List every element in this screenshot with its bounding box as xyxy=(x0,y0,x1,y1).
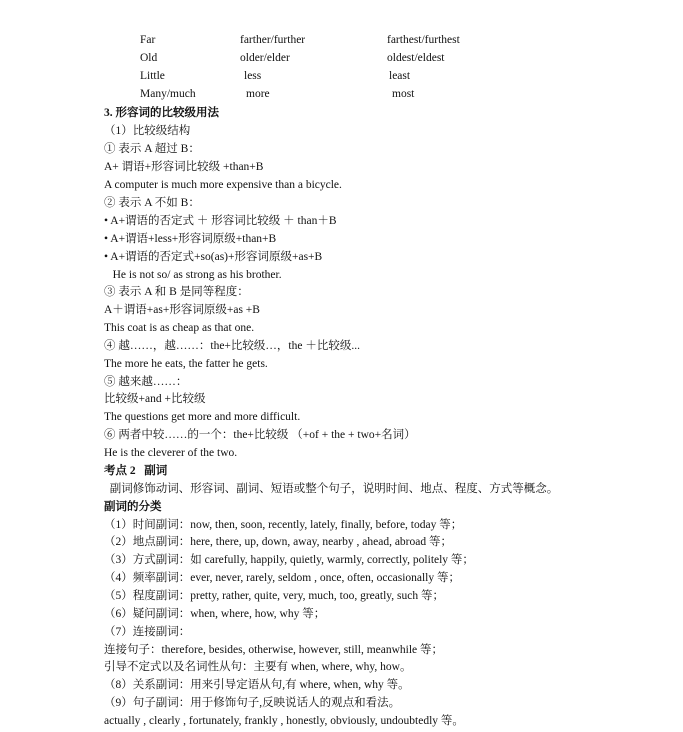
text-line: ② 表示 A 不如 B： xyxy=(104,197,200,209)
section-heading: 考点 2 副词 xyxy=(104,465,168,477)
text-line: ⑤ 越来越……： xyxy=(104,376,188,388)
list-item: （4）频率副词：ever, never, rarely, seldom , once, often, occasionally 等； xyxy=(104,572,461,584)
positive-form: Old xyxy=(140,52,158,64)
positive-form: Many/much xyxy=(140,88,196,100)
text-line: ③ 表示 A 和 B 是同等程度： xyxy=(104,286,249,298)
comparative-form: farther/further xyxy=(240,34,306,46)
superlative-form: oldest/eldest xyxy=(387,52,445,64)
text-line: 连接句子：therefore, besides, otherwise, however, still, meanwhile 等； xyxy=(104,644,444,656)
comparison-row xyxy=(0,34,683,52)
example-sentence: A computer is much more expensive than a bicycle. xyxy=(104,179,342,191)
example-sentence: The questions get more and more difficult. xyxy=(104,411,301,423)
example-sentence: The more he eats, the fatter he gets. xyxy=(104,358,268,370)
list-item: （9）句子副词：用于修饰句子,反映说话人的观点和看法。 xyxy=(104,697,401,709)
comparison-row xyxy=(0,70,683,88)
superlative-form: farthest/furthest xyxy=(387,34,460,46)
list-item: （5）程度副词：pretty, rather, quite, very, much, too, greatly, such 等； xyxy=(104,590,444,602)
positive-form: Far xyxy=(140,34,156,46)
example-sentence: He is the cleverer of the two. xyxy=(104,447,238,459)
text-line: 引导不定式以及名词性从句：主要有 when, where, why, how。 xyxy=(104,661,412,673)
text-line: A＋谓语+as+形容词原级+as +B xyxy=(104,304,260,316)
superlative-form: least xyxy=(389,70,411,82)
text-line: （1）比较级结构 xyxy=(104,125,191,137)
text-line: actually , clearly , fortunately, frankly , honestly, obviously, undoubtedly 等。 xyxy=(104,715,464,727)
example-sentence: This coat is as cheap as that one. xyxy=(104,322,255,334)
comparative-form: more xyxy=(246,88,270,100)
list-item: （2）地点副词：here, there, up, down, away, nearby , ahead, abroad 等； xyxy=(104,536,452,548)
list-item: （3）方式副词：如 carefully, happily, quietly, warmly, correctly, politely 等； xyxy=(104,554,474,566)
bullet-item: • A+谓语的否定式 ＋ 形容词比较级 ＋ than＋B xyxy=(104,215,337,227)
list-item: （1）时间副词：now, then, soon, recently, lately, finally, before, today 等； xyxy=(104,519,463,531)
example-sentence: He is not so/ as strong as his brother. xyxy=(104,269,282,281)
text-line: ⑥ 两者中较……的一个：the+比较级 （+of + the + two+名词） xyxy=(104,429,416,441)
comparative-form: less xyxy=(244,70,262,82)
comparison-row xyxy=(0,52,683,70)
text-line: ④ 越……，越……：the+比较级…，the ＋比较级... xyxy=(104,340,360,352)
list-item: （6）疑问副词：when, where, how, why 等； xyxy=(104,608,326,620)
positive-form: Little xyxy=(140,70,165,82)
section-heading: 3. 形容词的比较级用法 xyxy=(104,107,219,119)
text-line: 比较级+and +比较级 xyxy=(104,393,206,405)
list-item: （8）关系副词：用来引导定语从句,有 where, when, why 等。 xyxy=(104,679,410,691)
bullet-item: • A+谓语+less+形容词原级+than+B xyxy=(104,233,277,245)
text-line: A+ 谓语+形容词比较级 +than+B xyxy=(104,161,264,173)
list-item: （7）连接副词： xyxy=(104,626,191,638)
superlative-form: most xyxy=(392,88,415,100)
comparative-form: older/elder xyxy=(240,52,290,64)
bullet-item: • A+谓语的否定式+so(as)+形容词原级+as+B xyxy=(104,251,323,263)
text-line: 副词修饰动词、形容词、副词、短语或整个句子，说明时间、地点、程度、方式等概念。 xyxy=(104,483,559,495)
section-heading: 副词的分类 xyxy=(104,501,162,513)
text-line: ① 表示 A 超过 B： xyxy=(104,143,200,155)
comparison-row xyxy=(0,88,683,106)
